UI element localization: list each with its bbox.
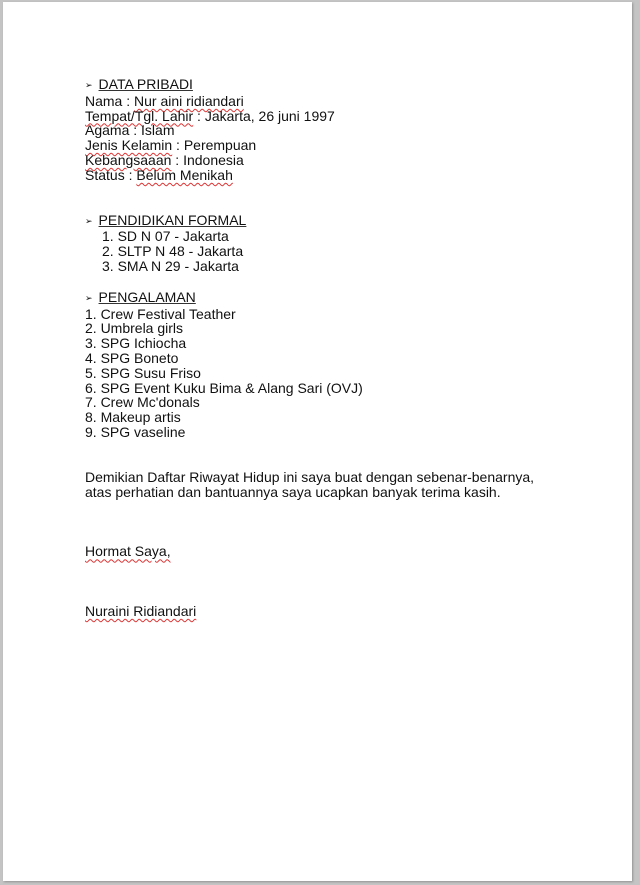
list-item: 4. SPG Boneto xyxy=(85,349,179,366)
document-body xyxy=(85,77,605,619)
heading-text: DATA PRIBADI xyxy=(98,76,193,92)
section-heading-personal xyxy=(85,77,605,94)
religion-line: Agama : Islam xyxy=(85,122,175,139)
nationality-line: Kebangsaaan : Indonesia xyxy=(85,151,244,168)
arrow-bullet-icon: ➢ xyxy=(85,215,93,226)
list-item: 9. SPG vaseline xyxy=(85,423,186,440)
list-item: 3. SPG Ichiocha xyxy=(85,335,187,352)
list-item: 1. Crew Festival Teather xyxy=(85,305,236,322)
list-item: 1. SD N 07 - Jakarta xyxy=(102,228,229,245)
list-item: 8. Makeup artis xyxy=(85,409,181,426)
heading-text: PENDIDIKAN FORMAL xyxy=(98,211,247,228)
birth-line: Tempat/Tgl. Lahir : Jakarta, 26 juni 1997 xyxy=(85,107,335,124)
spacer xyxy=(85,440,605,470)
gender-line: Jenis Kelamin : Perempuan xyxy=(85,137,257,154)
section-heading-education xyxy=(85,213,605,230)
list-item: 6. SPG Event Kuku Bima & Alang Sari (OVJ) xyxy=(85,379,363,396)
spacer xyxy=(85,183,605,213)
arrow-bullet-icon: ➢ xyxy=(85,292,93,303)
list-item: 7. Crew Mc'donals xyxy=(85,394,200,411)
list-item: 2. SLTP N 48 - Jakarta xyxy=(102,243,244,260)
list-item: 5. SPG Susu Friso xyxy=(85,364,201,381)
status-line: Status : Belum Menikah xyxy=(85,166,233,183)
name-line: Nama : Nur aini ridiandari xyxy=(85,92,244,109)
signature-greeting: Hormat Saya, xyxy=(85,543,171,560)
section-heading-experience xyxy=(85,290,605,307)
spacer xyxy=(85,499,605,544)
closing-line-1: Demikian Daftar Riwayat Hidup ini saya buat dengan sebenar-benarnya, xyxy=(85,468,535,485)
spacer xyxy=(85,559,605,604)
list-item: 2. Umbrela girls xyxy=(85,320,184,337)
heading-text: PENGALAMAN xyxy=(98,288,196,305)
closing-line-2: atas perhatian dan bantuannya saya ucapkan banyak terima kasih. xyxy=(85,483,501,500)
arrow-bullet-icon: ➢ xyxy=(85,80,93,90)
spacer xyxy=(85,274,605,290)
signature-name: Nuraini Ridiandari xyxy=(85,603,197,620)
document-page xyxy=(3,2,632,881)
list-item: 3. SMA N 29 - Jakarta xyxy=(102,257,239,274)
